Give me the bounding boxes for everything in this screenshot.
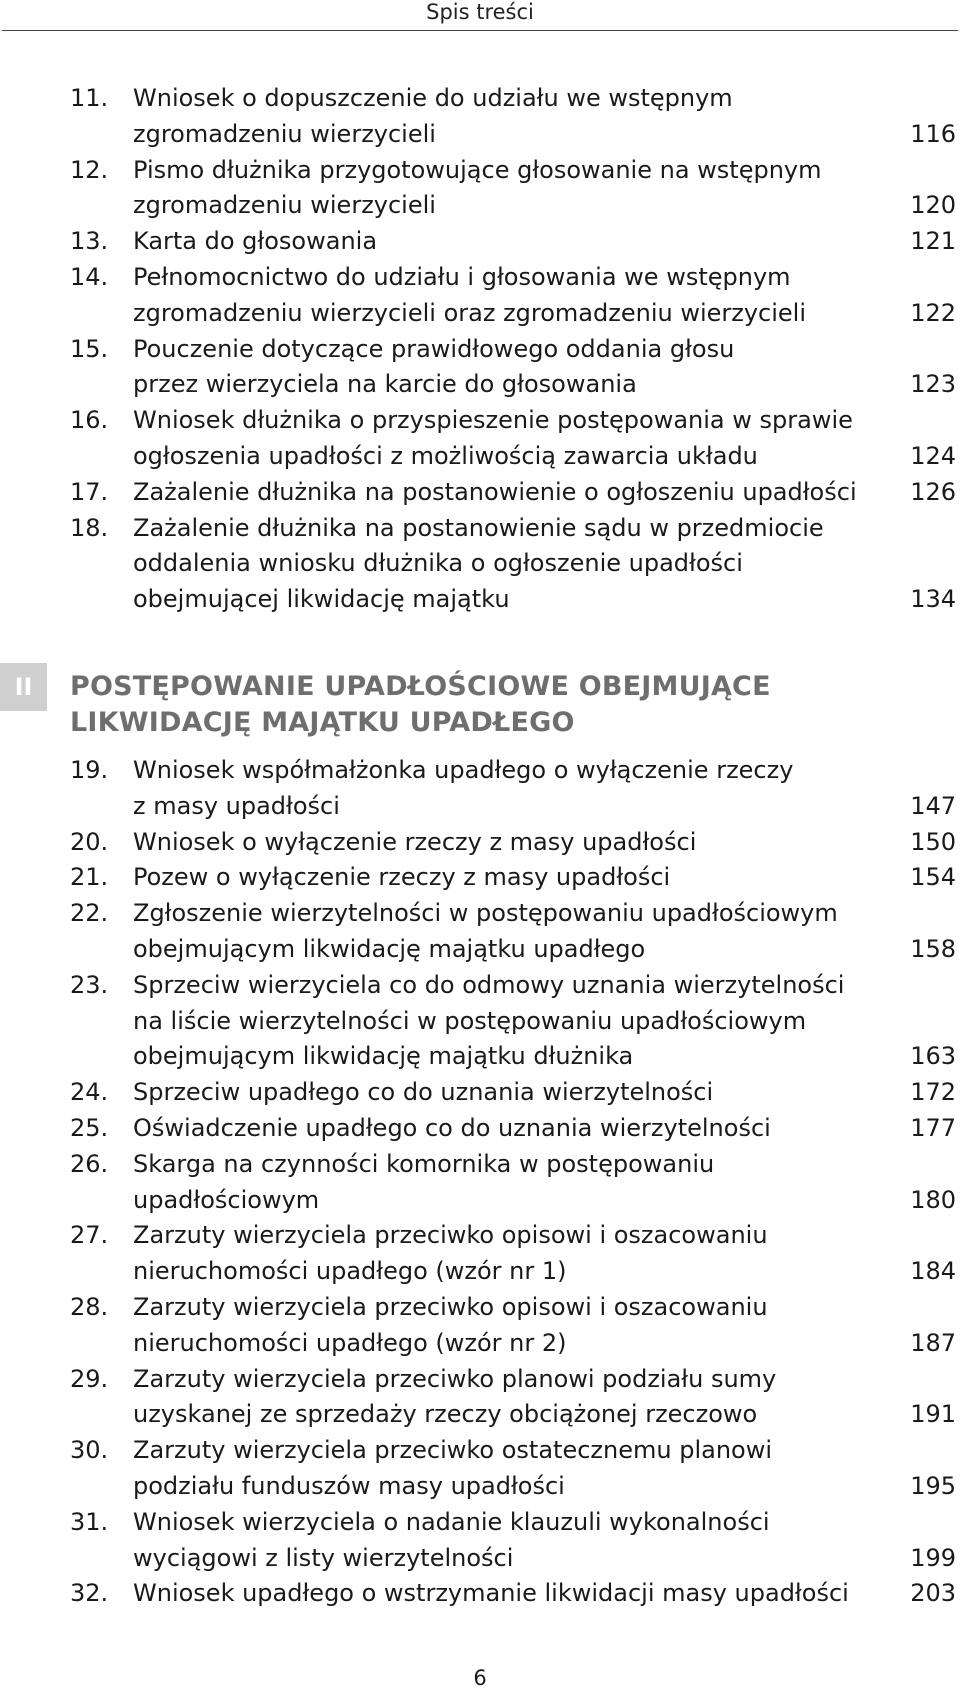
toc-entry-title-line: zgromadzeniu wierzycieli oraz zgromadzeniu wierzycieli: [133, 298, 807, 327]
toc-entry-number: 16.: [70, 406, 109, 435]
toc-entry-page: 116: [910, 119, 956, 148]
toc-entry-number: 17.: [70, 477, 109, 506]
toc-entry-page: 122: [910, 298, 956, 327]
toc-entry-title-line: Zażalenie dłużnika na postanowienie sądu w przedmiocie: [133, 513, 824, 542]
toc-entry-page: 199: [910, 1543, 956, 1572]
toc-entry-title-line: na liście wierzytelności w postępowaniu upadłościowym: [133, 1006, 807, 1035]
toc-entry-page: 195: [910, 1471, 956, 1500]
toc-entry-title-line: uzyskanej ze sprzedaży rzeczy obciążonej rzeczowo: [133, 1400, 758, 1429]
toc-entry-title-line: Zgłoszenie wierzytelności w postępowaniu upadłościowym: [133, 899, 838, 928]
toc-entry-page: 203: [910, 1579, 956, 1608]
toc-entry-title-line: nieruchomości upadłego (wzór nr 2): [133, 1328, 567, 1357]
toc-entry-number: 21.: [70, 863, 109, 892]
toc-entry-title-line: Wniosek o wyłączenie rzeczy z masy upadłości: [133, 827, 697, 856]
toc-entry-title-line: obejmującym likwidację majątku dłużnika: [133, 1042, 634, 1071]
toc-entry-number: 28.: [70, 1293, 109, 1321]
toc-entry-title-line: z masy upadłości: [133, 791, 340, 820]
toc-entry-page: 172: [910, 1078, 956, 1107]
toc-entry-title-line: Zarzuty wierzyciela przeciwko planowi podziału sumy: [133, 1364, 777, 1393]
running-head: Spis treści: [426, 0, 534, 24]
toc-entry-number: 26.: [70, 1149, 109, 1178]
toc-entry-page: 187: [910, 1328, 956, 1357]
toc-entry-title-line: obejmującym likwidację majątku upadłego: [133, 934, 646, 963]
toc-entry-title-line: zgromadzeniu wierzycieli: [133, 191, 436, 220]
part-title-line-1: POSTĘPOWANIE UPADŁOŚCIOWE OBEJMUJĄCE: [70, 671, 771, 702]
toc-entry-number: 12.: [70, 155, 109, 184]
toc-entry-number: 18.: [70, 513, 109, 542]
toc-entry-title-line: Zarzuty wierzyciela przeciwko opisowi i oszacowaniu: [133, 1293, 768, 1321]
toc-entry-title-line: Wniosek upadłego o wstrzymanie likwidacji masy upadłości: [133, 1579, 849, 1608]
toc-entry-number: 13.: [70, 227, 109, 256]
toc-entry-number: 27.: [70, 1221, 109, 1250]
toc-entry-number: 22.: [70, 899, 109, 928]
toc-entry-page: 191: [910, 1400, 956, 1429]
toc-entry-title-line: Zarzuty wierzyciela przeciwko opisowi i oszacowaniu: [133, 1221, 768, 1250]
toc-entry-page: 120: [910, 191, 956, 220]
toc-entry-number: 30.: [70, 1436, 109, 1465]
toc-entry-page: 147: [910, 791, 956, 820]
toc-entry-title-line: Skarga na czynności komornika w postępowaniu: [133, 1149, 715, 1178]
toc-entry-number: 23.: [70, 970, 109, 999]
toc-entry-page: 124: [910, 441, 956, 470]
page-number: 6: [473, 1666, 487, 1690]
toc-entry-title-line: Sprzeciw wierzyciela co do odmowy uznania wierzytelności: [133, 970, 845, 999]
toc-entry-title-line: oddalenia wniosku dłużnika o ogłoszenie upadłości: [133, 549, 743, 578]
toc-entry-number: 24.: [70, 1078, 109, 1107]
toc-entry-title-line: ogłoszenia upadłości z możliwością zawarcia układu: [133, 441, 758, 470]
toc-entry-title-line: Wniosek wierzyciela o nadanie klauzuli wykonalności: [133, 1507, 770, 1536]
toc-entry-title-line: Pismo dłużnika przygotowujące głosowanie na wstępnym: [133, 155, 822, 184]
toc-entry-title-line: Zażalenie dłużnika na postanowienie o ogłoszeniu upadłości: [133, 477, 857, 506]
toc-entry-title-line: Wniosek o dopuszczenie do udziału we wstępnym: [133, 84, 733, 112]
toc-entry-title-line: obejmującej likwidację majątku: [133, 585, 510, 614]
toc-entry-number: 14.: [70, 263, 109, 291]
toc-entry-title-line: Pouczenie dotyczące prawidłowego oddania głosu: [133, 334, 735, 363]
toc-entry-title-line: upadłościowym: [133, 1185, 320, 1214]
toc-entry-page: 150: [910, 827, 956, 856]
toc-entry-page: 163: [910, 1042, 956, 1071]
header-rule: [2, 30, 958, 31]
toc-entry-number: 11.: [70, 84, 109, 112]
toc-entry-number: 29.: [70, 1364, 109, 1393]
toc-entry-title-line: wyciągowi z listy wierzytelności: [133, 1543, 514, 1572]
toc-entry-page: 121: [910, 227, 956, 256]
toc-entry-title-line: przez wierzyciela na karcie do głosowania: [133, 370, 637, 399]
toc-entry-number: 19.: [70, 756, 109, 784]
toc-entry-page: 123: [910, 370, 956, 399]
toc-entry-number: 15.: [70, 334, 109, 363]
toc-entry-title-line: Sprzeciw upadłego co do uznania wierzytelności: [133, 1078, 714, 1107]
toc-entry-title-line: nieruchomości upadłego (wzór nr 1): [133, 1257, 567, 1286]
toc-entry-title-line: Wniosek współmałżonka upadłego o wyłączenie rzeczy: [133, 756, 794, 784]
toc-entry-page: 158: [910, 934, 956, 963]
toc-entry-page: 134: [910, 585, 956, 614]
toc-entry-title-line: Pozew o wyłączenie rzeczy z masy upadłości: [133, 863, 671, 892]
toc-entry-number: 32.: [70, 1579, 109, 1608]
toc-entry-title-line: zgromadzeniu wierzycieli: [133, 119, 436, 148]
toc-entry-page: 154: [910, 863, 956, 892]
toc-entry-page: 180: [910, 1185, 956, 1214]
toc-entry-page: 126: [910, 477, 956, 506]
toc-entry-title-line: Karta do głosowania: [133, 227, 378, 256]
toc-entry-title-line: podziału funduszów masy upadłości: [133, 1471, 565, 1500]
toc-entry-title-line: Pełnomocnictwo do udziału i głosowania we wstępnym: [133, 263, 791, 291]
toc-entry-page: 177: [910, 1114, 956, 1142]
toc-entry-number: 20.: [70, 827, 109, 856]
toc-entry-number: 25.: [70, 1114, 109, 1142]
toc-entry-page: 184: [910, 1257, 956, 1286]
part-marker: II: [0, 663, 47, 711]
toc-entry-title-line: Wniosek dłużnika o przyspieszenie postępowania w sprawie: [133, 406, 853, 435]
part-title-line-2: LIKWIDACJĘ MAJĄTKU UPADŁEGO: [70, 707, 575, 738]
toc-entry-number: 31.: [70, 1507, 109, 1536]
toc-entry-title-line: Zarzuty wierzyciela przeciwko ostatecznemu planowi: [133, 1436, 773, 1465]
toc-entry-title-line: Oświadczenie upadłego co do uznania wierzytelności: [133, 1114, 771, 1142]
